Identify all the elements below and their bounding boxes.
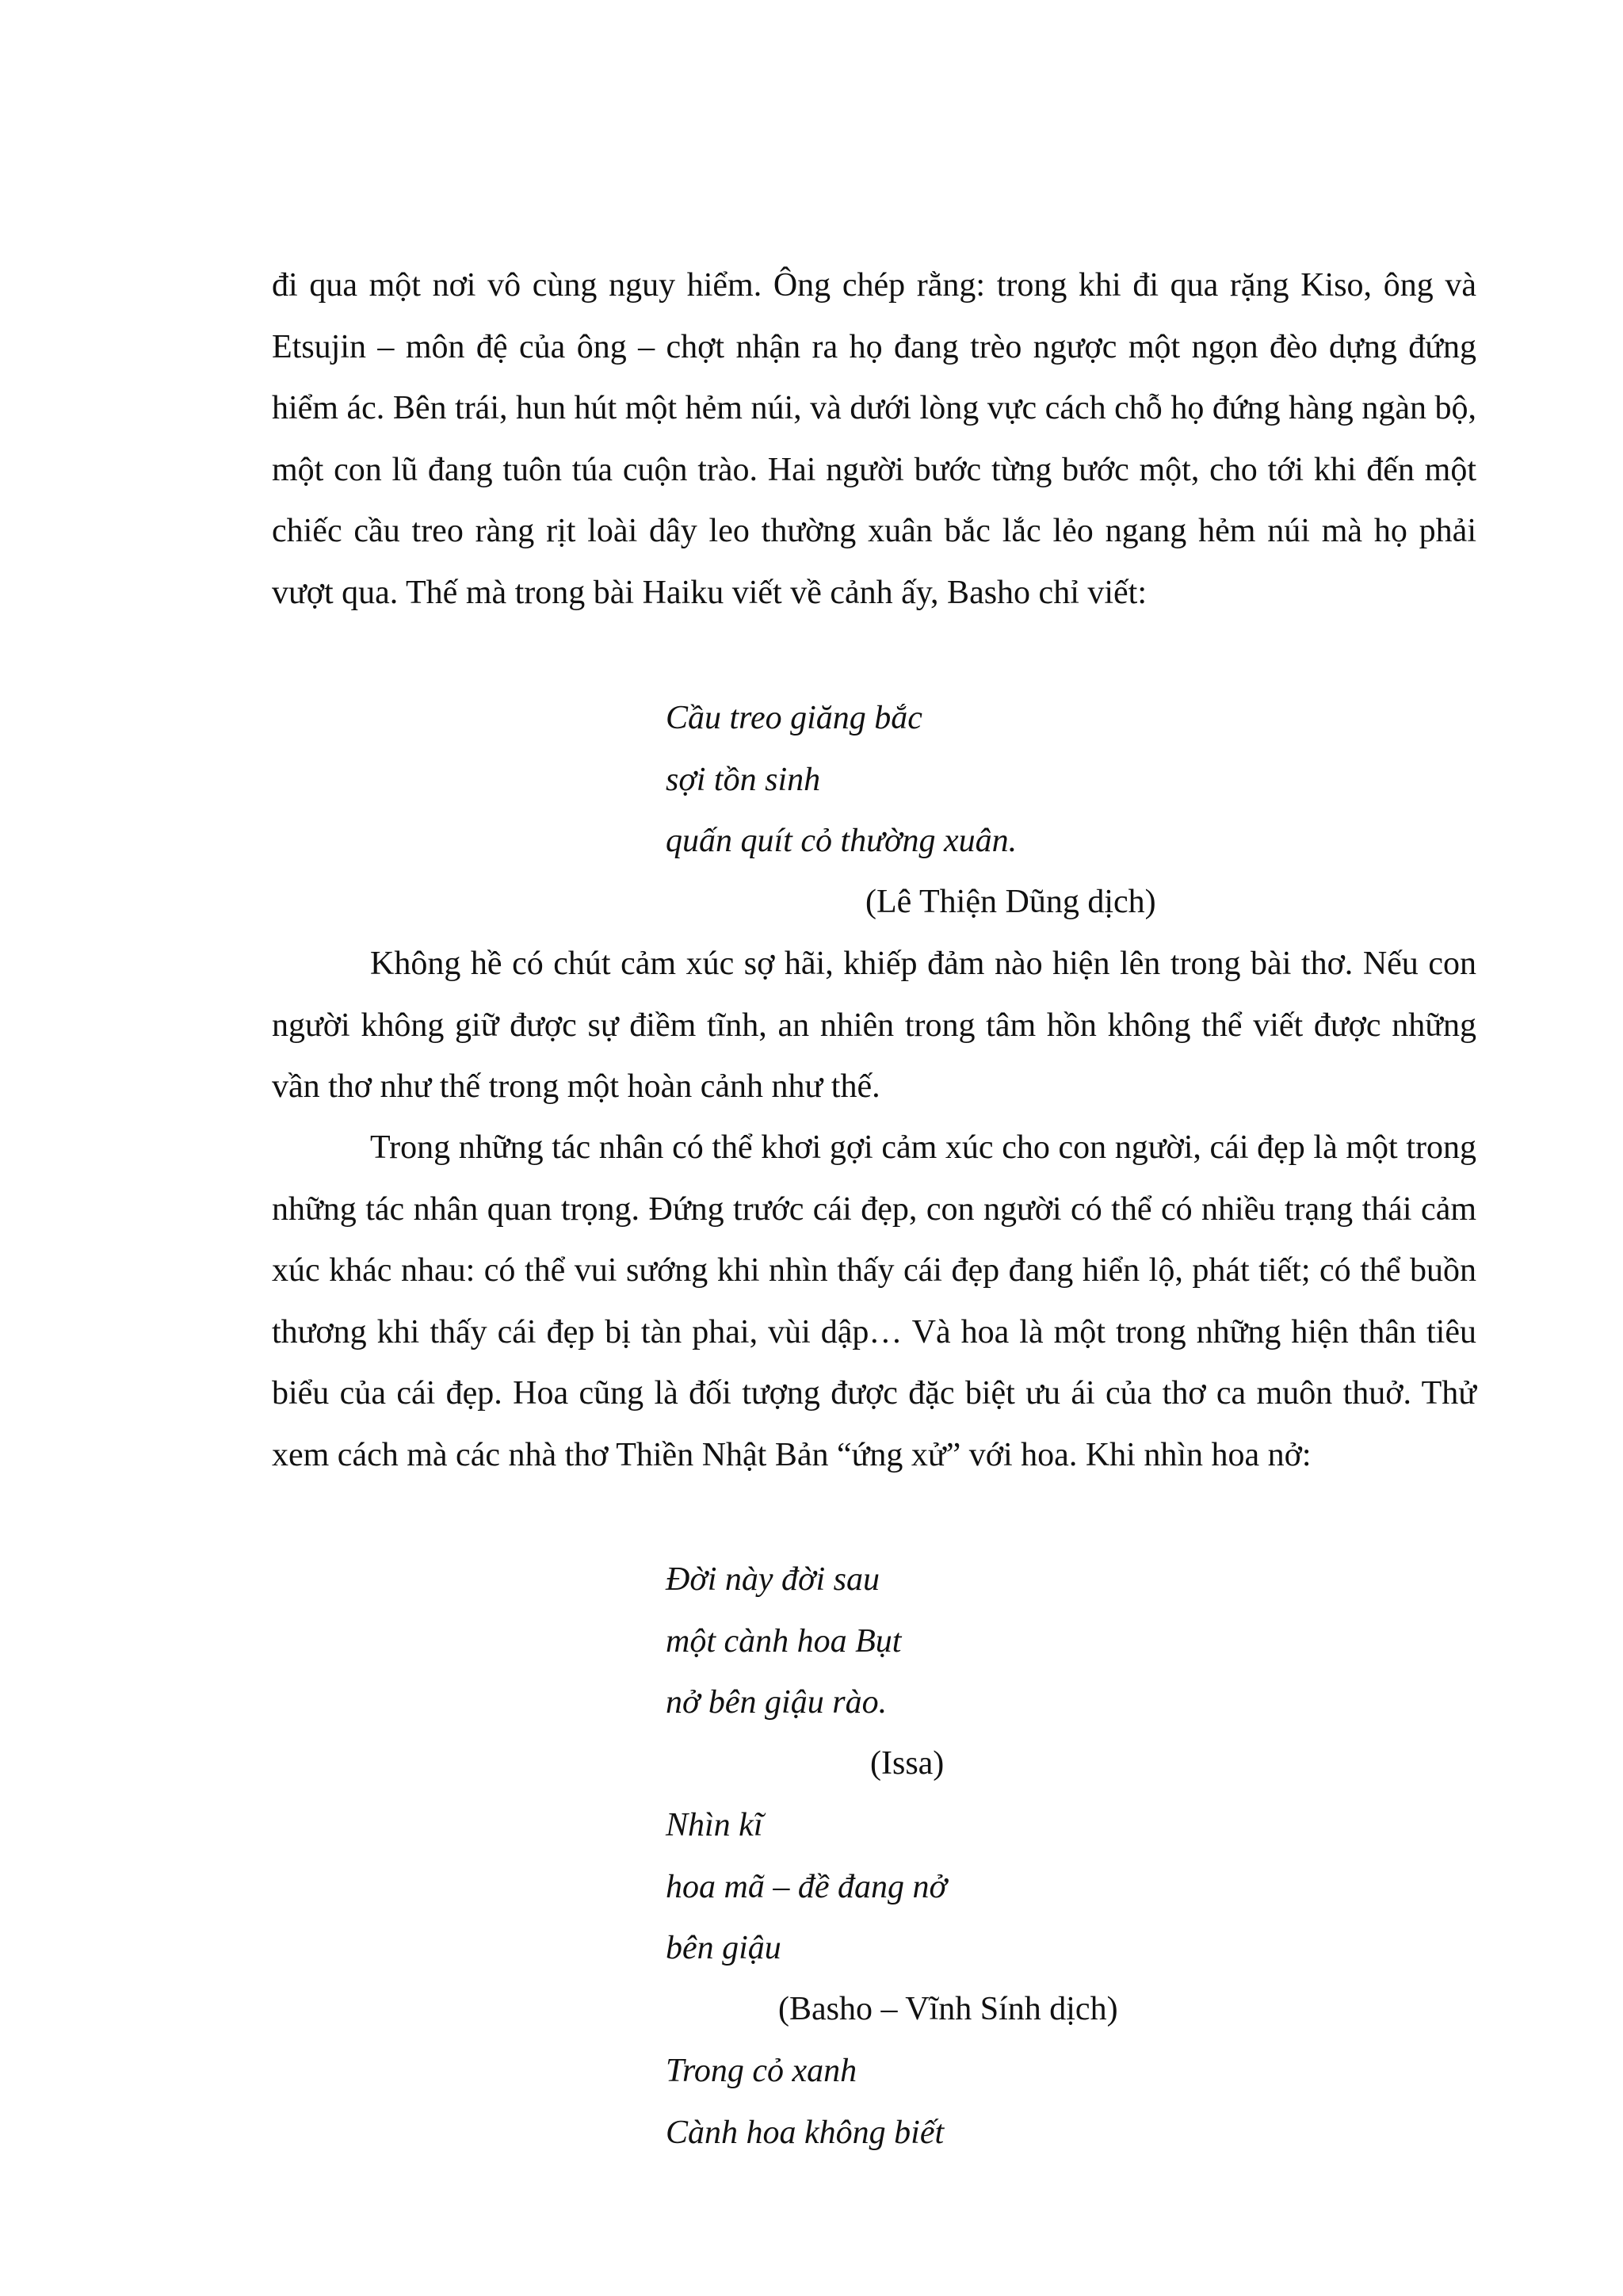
poem-line: hoa mã – đề đang nở bbox=[666, 1868, 947, 1905]
poem-line: một cành hoa Bụt bbox=[666, 1622, 902, 1660]
paragraph-text: Trong những tác nhân có thể khơi gợi cảm xúc cho con người, cái đẹp là một trong những tác nhân quan trọng. Đứng trước cái đẹp, con người có thể có nhiều trạng thái cảm xúc khác nhau: có thể vui sướng khi nhìn thấy cái đẹp đang hiển lộ, phát tiết; có thể buồn thương khi thấy cái đẹp bị tàn phai, vùi dập… Và hoa là một trong những hiện thân tiêu biểu của cái đẹp. Hoa cũng là đối tượng được đặc biệt ưu ái của thơ ca muôn thuở. Thử xem cách mà các nhà thơ Thiền Nhật Bản “ứng xử” với hoa. Khi nhìn hoa nở: bbox=[272, 1129, 1476, 1473]
poem-line: Đời này đời sau bbox=[666, 1561, 880, 1598]
poem-1-attribution: (Lê Thiện Dũng dịch) bbox=[865, 884, 1156, 920]
paragraph-text: đi qua một nơi vô cùng nguy hiểm. Ông chép rằng: trong khi đi qua rặng Kiso, ông và Etsujin – môn đệ của ông – chợt nhận ra họ đang trèo ngược một ngọn đèo dựng đứng hiểm ác. Bên trái, hun hút một hẻm núi, và dưới lòng vực cách chỗ họ đứng hàng ngàn bộ, một con lũ đang tuôn túa cuộn trào. Hai người bước từng bước một, cho tới khi đến một chiếc cầu treo ràng rịt loài dây leo thường xuân bắc lắc lẻo ngang hẻm núi mà họ phải vượt qua. Thế mà trong bài Haiku viết về cảnh ấy, Basho chỉ viết: bbox=[272, 267, 1476, 611]
poem-3-attribution: (Basho – Vĩnh Sính dịch) bbox=[778, 1991, 1118, 2027]
poem-4 bbox=[666, 2041, 944, 2164]
paragraph-2 bbox=[272, 934, 1476, 1118]
paragraph-3 bbox=[272, 1117, 1476, 1486]
paragraph-continuation bbox=[272, 255, 1476, 624]
poem-line: nở bên giậu rào. bbox=[666, 1684, 888, 1721]
poem-line: bên giậu bbox=[666, 1930, 781, 1966]
poem-2-attribution: (Issa) bbox=[870, 1745, 945, 1782]
poem-line: sợi tồn sinh bbox=[666, 761, 821, 798]
poem-line: Nhìn kĩ bbox=[666, 1807, 763, 1843]
poem-1 bbox=[666, 688, 1017, 873]
poem-3 bbox=[666, 1795, 947, 1980]
poem-line: Cành hoa không biết bbox=[666, 2114, 945, 2151]
paragraph-text: Không hề có chút cảm xúc sợ hãi, khiếp đảm nào hiện lên trong bài thơ. Nếu con người không giữ được sự điềm tĩnh, an nhiên trong tâm hồn không thể viết được những vần thơ như thế trong một hoàn cảnh như thế. bbox=[272, 946, 1476, 1105]
poem-2 bbox=[666, 1549, 901, 1734]
poem-line: Cầu treo giăng bắc bbox=[666, 700, 922, 736]
poem-line: Trong cỏ xanh bbox=[666, 2053, 857, 2089]
poem-line: quấn quít cỏ thường xuân. bbox=[666, 823, 1018, 859]
